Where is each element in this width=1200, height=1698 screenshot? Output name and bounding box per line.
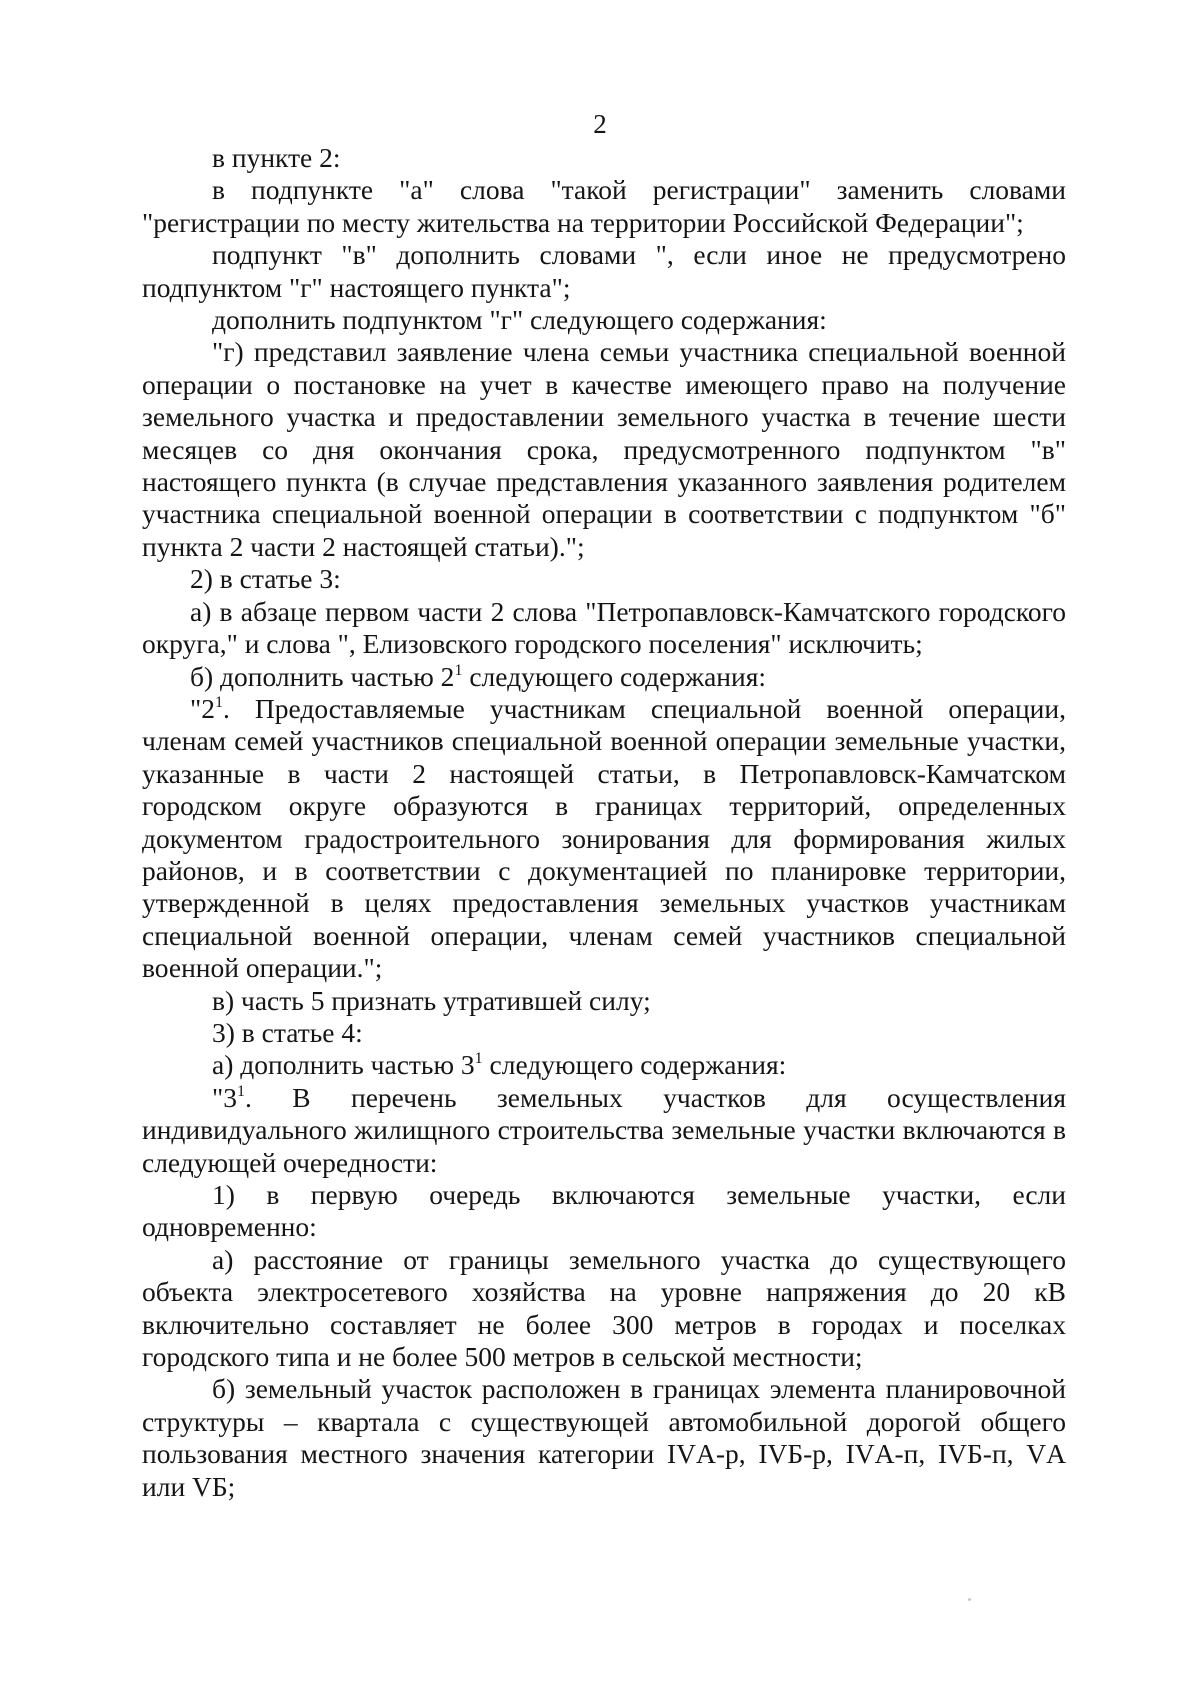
superscript: 1 [214,693,223,711]
paragraph: в подпункте "а" слова "такой регистрации" заменить словами "регистрации по месту жительства на территории Российской Федерации"; [142,174,1066,238]
superscript: 1 [474,1050,483,1068]
paragraph: подпункт "в" дополнить словами ", если иное не предусмотрено подпунктом "г" настоящего пункта"; [142,239,1066,303]
paragraph: 3) в статье 4: [212,1016,363,1048]
paragraph: б) дополнить частью $2^1$ следующего содержания: [190,660,767,692]
paragraph: а) дополнить частью $3^1$ следующего содержания: [212,1049,787,1081]
scan-speck [968,1598,971,1601]
page-number: 2 [593,109,607,139]
document-body [142,142,1066,1503]
paragraph: 1) в первую очередь включаются земельные участки, если одновременно: [142,1179,1066,1243]
paragraph: в пункте 2: [212,142,341,173]
superscript: 1 [454,661,463,679]
paragraph: в) часть 5 признать утратившей силу; [212,984,651,1016]
paragraph: 2) в статье 3: [190,563,341,595]
paragraph: б) земельный участок расположен в границах элемента планировочной структуры – квартала с существующей автомобильной дорогой общего пользования местного значения категории IVА-р, IVБ-р, IVА-п, IVБ-п, VА или VБ; [142,1373,1066,1502]
paragraph: "$2^1$. Предоставляемые участникам специальной военной операции, членам семей участников специальной военной операции земельные участки, указанные в части 2 настоящей статьи, в Петропавловск-Камчатском городском округе образуются в границах территорий, определенных документом градостроительного зонирования для формирования жилых районов, и в соответствии с документацией по планировке территории, утвержденной в целях предоставления земельных участков участникам специальной военной операции, членам семей участников специальной военной операции."; [142,692,1066,984]
paragraph: а) в абзаце первом части 2 слова "Петропавловск-Камчатского городского округа," и слова ", Елизовского городского поселения" исключить; [142,595,1066,660]
paragraph: "г) представил заявление члена семьи участника специальной военной операции о постановке на учет в качестве имеющего право на получение земельного участка и предоставлении земельного участка в течение шести месяцев со дня окончания срока, предусмотренного подпунктом "в" настоящего пункта (в случае представления указанного заявления родителем участника специальной военной операции в соответствии с подпунктом "б" пункта 2 части 2 настоящей статьи)."; [142,336,1066,562]
paragraph: "$3^1$. В перечень земельных участков для осуществления индивидуального жилищного строительства земельные участки включаются в следующей очередности: [142,1081,1066,1178]
paragraph: дополнить подпунктом "г" следующего содержания: [212,304,827,336]
superscript: 1 [236,1082,245,1100]
paragraph: а) расстояние от границы земельного участка до существующего объекта электросетевого хозяйства на уровне напряжения до 20 кВ включительно составляет не более 300 метров в городах и поселках городского типа и не более 500 метров в сельской местности; [142,1243,1066,1373]
